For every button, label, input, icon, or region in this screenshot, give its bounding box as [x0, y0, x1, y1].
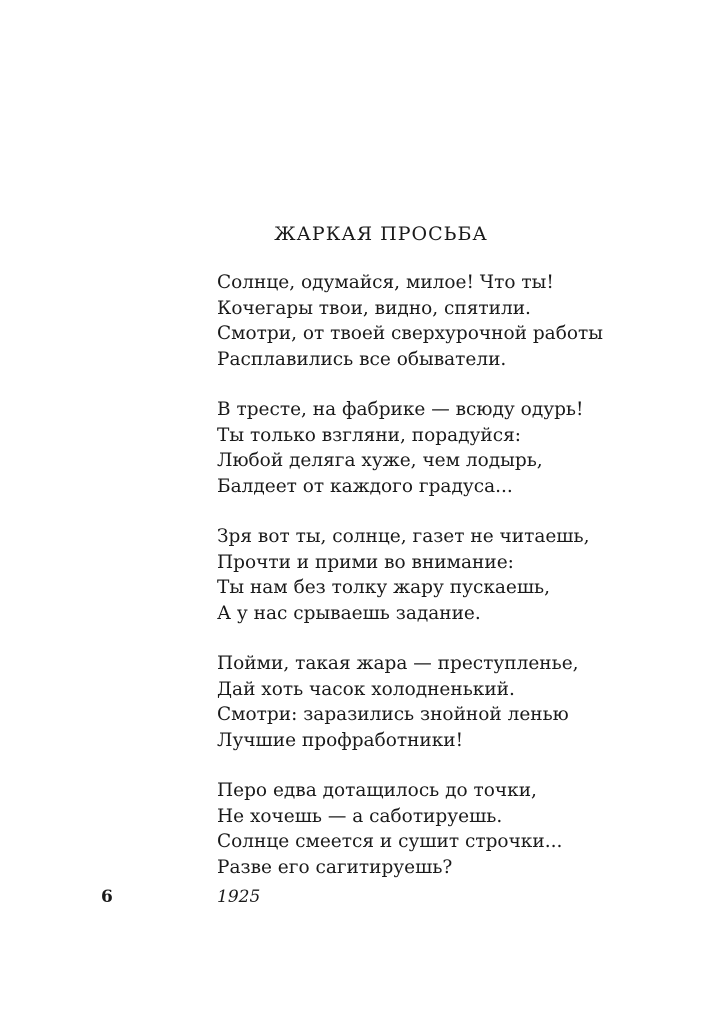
- poem-line: Солнце смеется и сушит строчки...: [217, 831, 563, 852]
- poem-line: Не хочешь — а саботируешь.: [217, 805, 503, 827]
- poem-line: Разве его сагитируешь?: [217, 856, 453, 878]
- poem-line: Ты только взгляни, порадуйся:: [217, 424, 521, 446]
- poem-line: Расплавились все обыватели.: [217, 348, 507, 370]
- poem-line: Солнце, одумайся, милое! Что ты!: [217, 272, 554, 293]
- poem-line: Смотри: заразились знойной ленью: [217, 704, 569, 725]
- page-number: 6: [101, 887, 113, 907]
- poem-line: Зря вот ты, солнце, газет не читаешь,: [217, 526, 590, 547]
- poem-line: Пойми, такая жара — преступленье,: [217, 653, 579, 674]
- poem-line: Ты нам без толку жару пускаешь,: [217, 577, 551, 598]
- stanza-5: [217, 778, 687, 880]
- poem-line: В тресте, на фабрике — всюду одурь!: [217, 399, 584, 420]
- stanza-2: [217, 397, 687, 499]
- poem-date: 1925: [217, 887, 261, 907]
- poem-line: Балдеет от каждого градуса...: [217, 475, 513, 497]
- poem-title: ЖАРКАЯ ПРОСЬБА: [274, 223, 488, 245]
- stanza-3: [217, 524, 687, 626]
- poem-line: Любой деляга хуже, чем лодырь,: [217, 450, 543, 471]
- poem-line: Лучшие профработники!: [217, 729, 464, 751]
- poem-line: Дай хоть часок холодненький.: [217, 678, 515, 700]
- poem-line: Перо едва дотащилось до точки,: [217, 780, 537, 801]
- stanza-1: [217, 270, 687, 372]
- poem-line: Смотри, от твоей сверхурочной работы: [217, 323, 603, 344]
- poem-line: Кочегары твои, видно, спятили.: [217, 297, 531, 319]
- stanza-4: [217, 651, 687, 753]
- poem-body: [217, 270, 687, 905]
- poem-line: А у нас срываешь задание.: [217, 602, 481, 624]
- poem-line: Прочти и прими во внимание:: [217, 551, 514, 573]
